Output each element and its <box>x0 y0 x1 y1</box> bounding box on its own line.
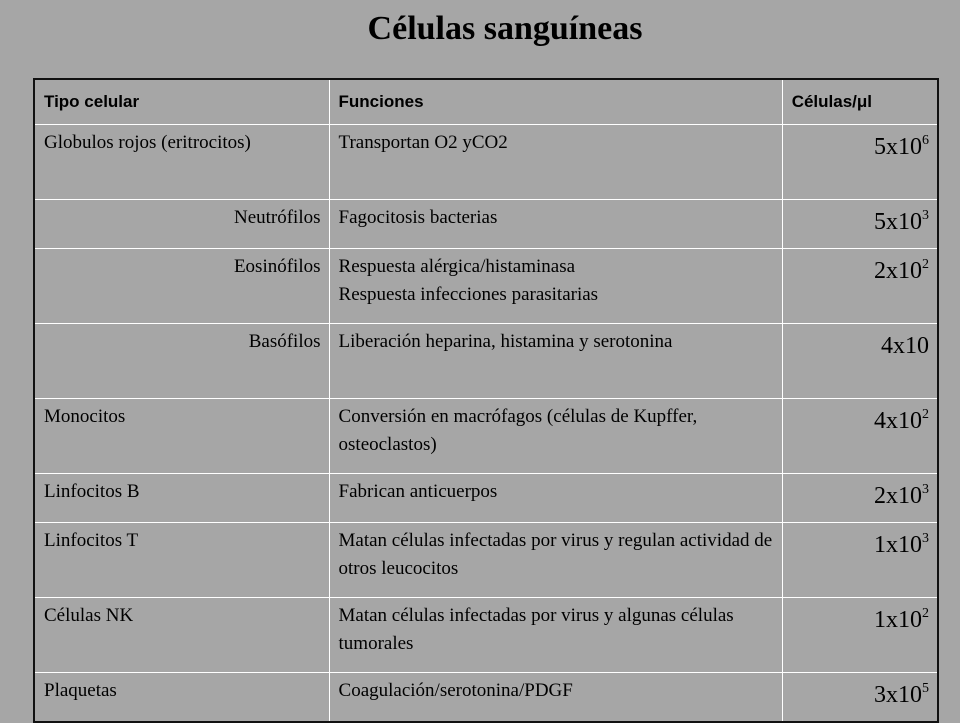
cell-count <box>782 598 938 673</box>
table-row <box>34 523 938 598</box>
function-line: Fabrican anticuerpos <box>338 481 498 502</box>
cell-count <box>782 125 938 200</box>
cell-count <box>782 474 938 523</box>
function-line: Conversión en macrófagos (células de Kupffer, osteoclastos) <box>338 406 698 455</box>
function-line: Respuesta infecciones parasitarias <box>338 284 599 305</box>
cell-functions <box>329 598 782 673</box>
table-row <box>34 125 938 200</box>
slide-title: Células sanguíneas <box>367 10 643 47</box>
cell-functions <box>329 523 782 598</box>
cell-functions <box>329 673 782 723</box>
cell-count <box>782 523 938 598</box>
cell-type: Plaquetas <box>34 673 329 723</box>
cell-type: Neutrófilos <box>34 200 329 249</box>
cell-type: Monocitos <box>34 399 329 474</box>
cell-type: Basófilos <box>34 324 329 399</box>
cell-functions <box>329 474 782 523</box>
count-base: 5x10 <box>874 134 922 160</box>
table-header-row <box>34 79 938 125</box>
function-line: Coagulación/serotonina/PDGF <box>338 680 573 701</box>
count-exponent: 2 <box>922 407 929 422</box>
function-line: Matan células infectadas por virus y regulan actividad de otros leucocitos <box>338 530 773 579</box>
count-exponent: 2 <box>922 257 929 272</box>
cell-type: Linfocitos B <box>34 474 329 523</box>
function-line: Fagocitosis bacterias <box>338 207 498 228</box>
count-exponent: 3 <box>922 208 929 223</box>
count-base: 2x10 <box>874 258 922 284</box>
count-exponent: 2 <box>922 606 929 621</box>
function-line: Liberación heparina, histamina y serotonina <box>338 331 673 352</box>
cell-functions <box>329 324 782 399</box>
blood-cells-table <box>33 78 939 723</box>
count-exponent: 6 <box>922 133 929 148</box>
table-row <box>34 474 938 523</box>
cell-functions <box>329 125 782 200</box>
count-base: 5x10 <box>874 209 922 235</box>
cell-type: Linfocitos T <box>34 523 329 598</box>
count-base: 1x10 <box>874 607 922 633</box>
function-line: Matan células infectadas por virus y algunas células tumorales <box>338 605 734 654</box>
cell-type: Células NK <box>34 598 329 673</box>
count-exponent: 3 <box>922 531 929 546</box>
count-base: 4x10 <box>874 408 922 434</box>
count-base: 2x10 <box>874 483 922 509</box>
cell-type: Globulos rojos (eritrocitos) <box>34 125 329 200</box>
count-base: 1x10 <box>874 532 922 558</box>
cell-count <box>782 249 938 324</box>
table-row <box>34 249 938 324</box>
count-exponent: 5 <box>922 681 929 696</box>
count-base: 3x10 <box>874 682 922 708</box>
count-exponent: 3 <box>922 482 929 497</box>
header-cells-per-ul: Células/μl <box>782 79 938 125</box>
function-line: Transportan O2 yCO2 <box>338 132 508 153</box>
cell-functions <box>329 249 782 324</box>
table-row <box>34 200 938 249</box>
cell-count <box>782 324 938 399</box>
cell-functions <box>329 399 782 474</box>
header-functions: Funciones <box>329 79 782 125</box>
cell-count <box>782 399 938 474</box>
table-row <box>34 598 938 673</box>
function-line: Respuesta alérgica/histaminasa <box>338 256 576 277</box>
cell-type: Eosinófilos <box>34 249 329 324</box>
count-base: 4x10 <box>881 333 929 359</box>
table-row <box>34 673 938 723</box>
cell-count <box>782 673 938 723</box>
table-row <box>34 399 938 474</box>
cell-count <box>782 200 938 249</box>
header-cell-type: Tipo celular <box>34 79 329 125</box>
cell-functions <box>329 200 782 249</box>
table-row <box>34 324 938 399</box>
